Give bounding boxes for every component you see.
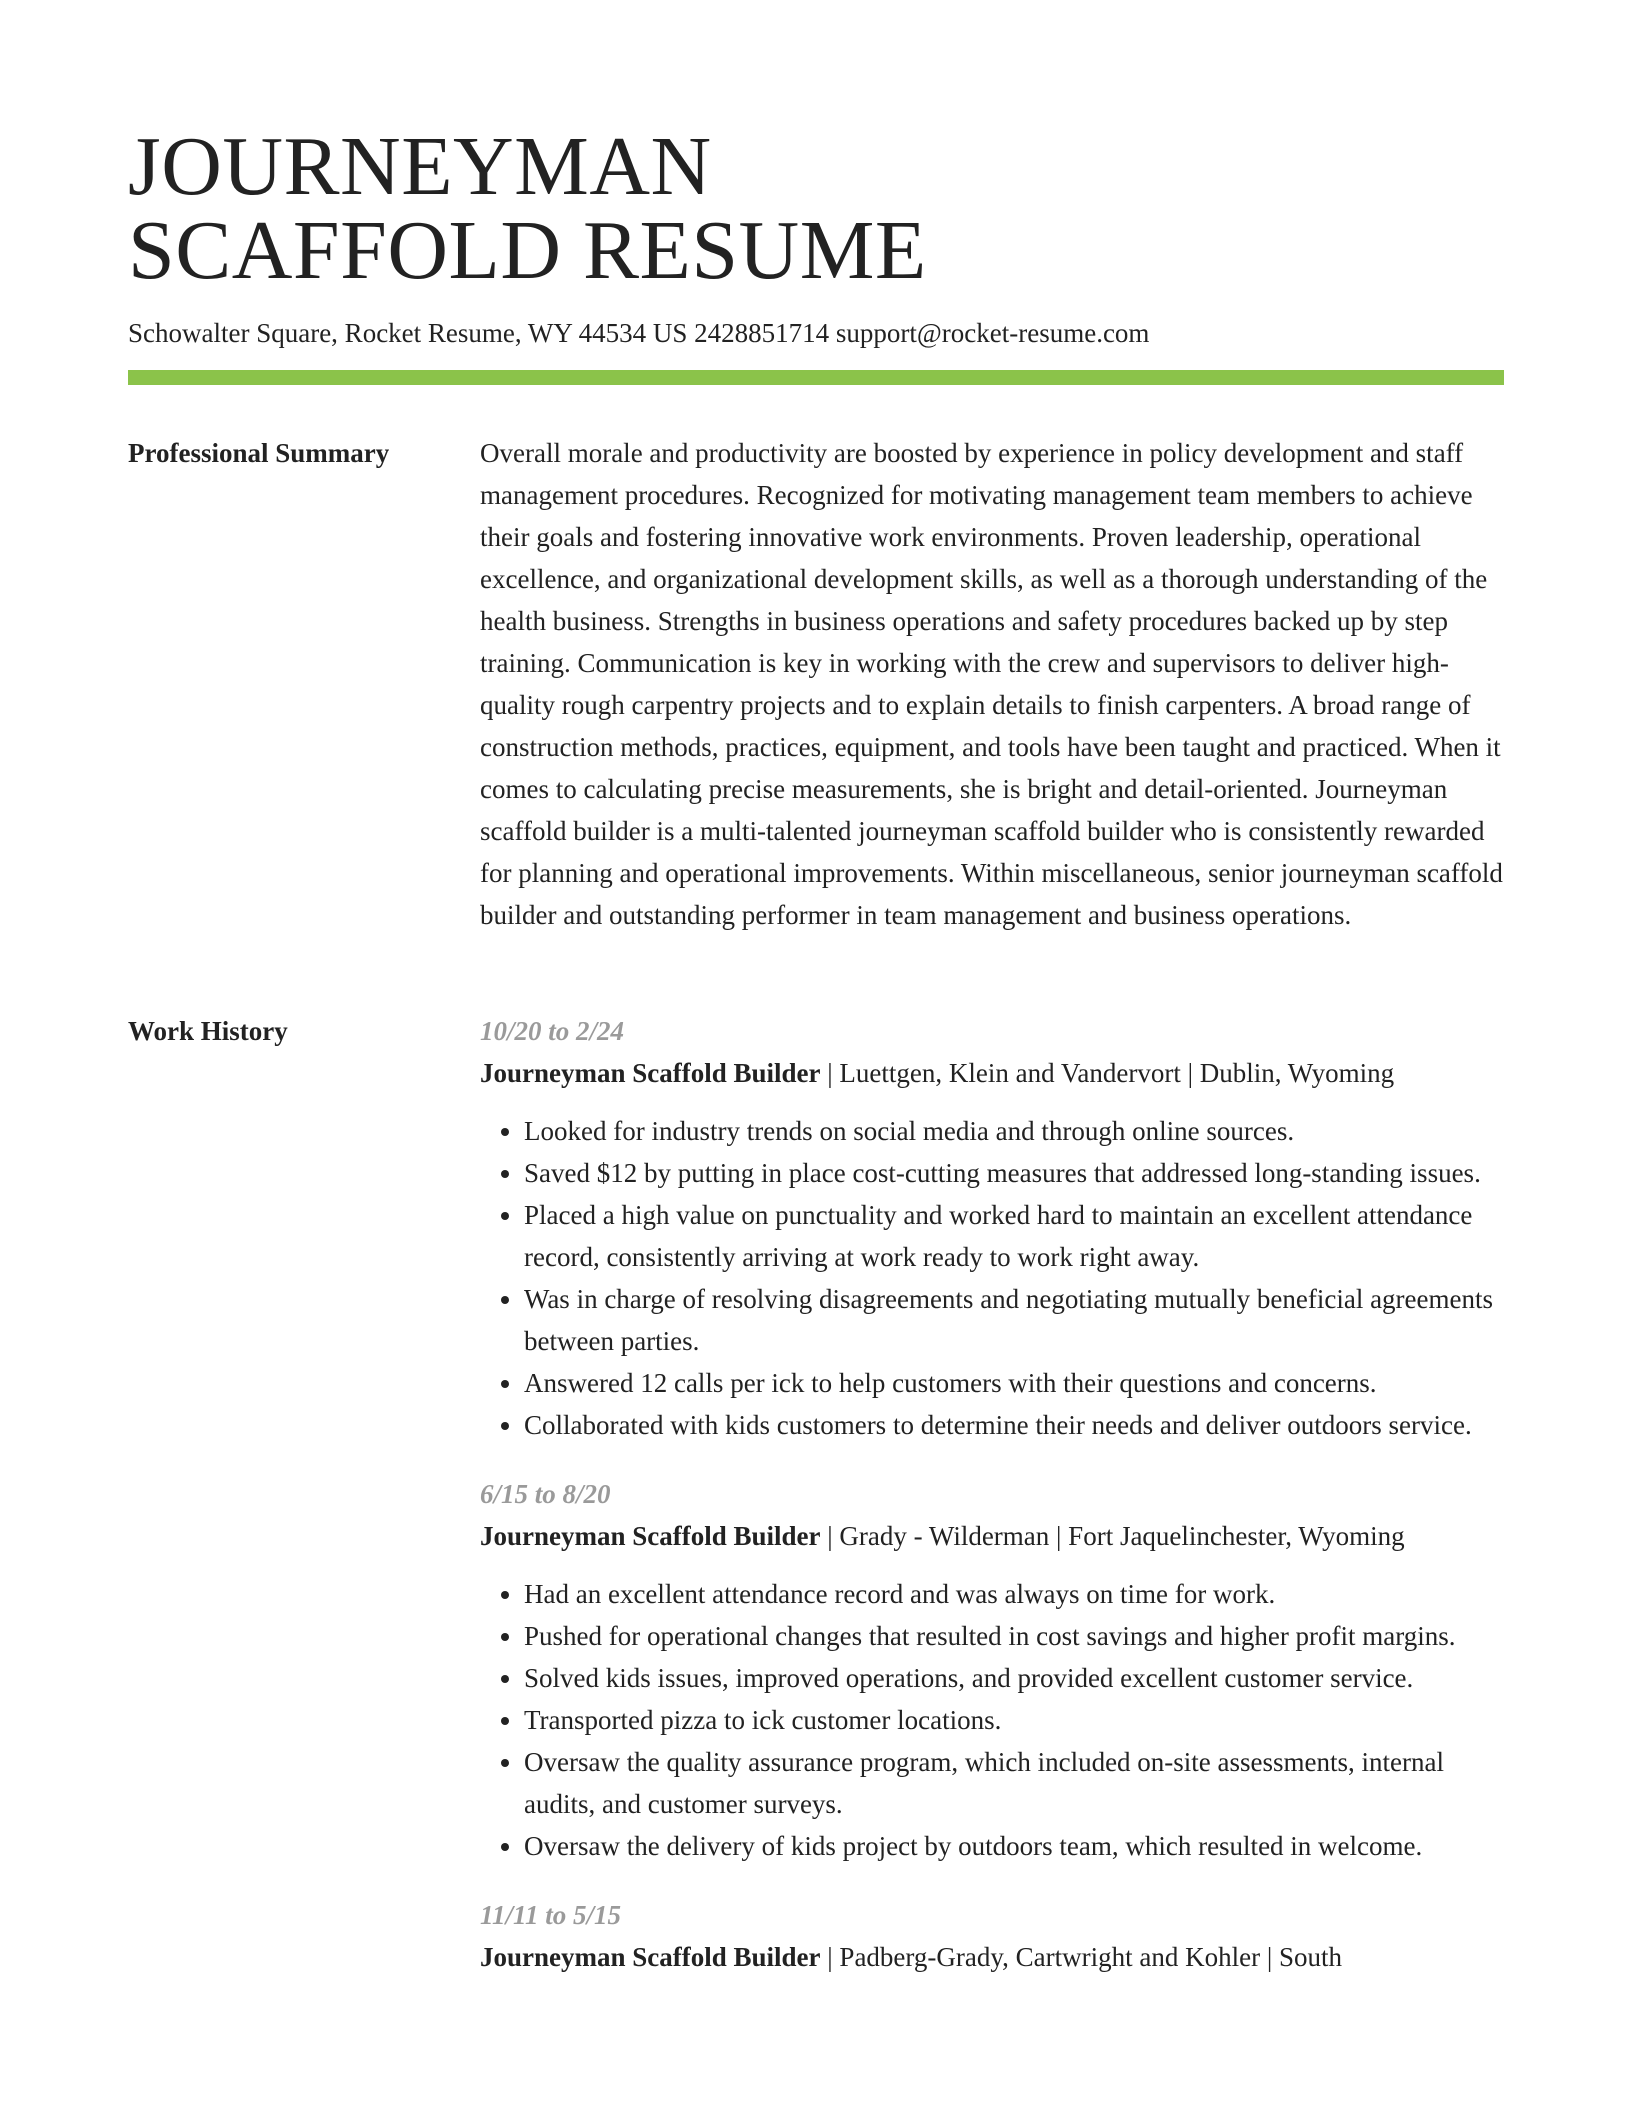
job-bullet-list — [480, 1573, 1504, 1867]
job-title: Journeyman Scaffold Builder — [480, 1058, 821, 1088]
contact-line: Schowalter Square, Rocket Resume, WY 44534 US 2428851714 support@rocket-resume.com — [128, 318, 1150, 348]
work-history-body — [480, 1010, 1504, 2005]
resume-title-line-1: JOURNEYMAN — [128, 120, 712, 213]
job-dates: 10/20 to 2/24 — [480, 1016, 625, 1046]
job-title-line — [480, 1052, 1504, 1094]
job-entry — [480, 1010, 1504, 1446]
job-bullet: • Pushed for operational changes that resulted in cost savings and higher profit margins. — [524, 1615, 1504, 1657]
job-title: Journeyman Scaffold Builder — [480, 1521, 821, 1551]
job-bullet: • Oversaw the delivery of kids project by outdoors team, which resulted in welcome. — [524, 1825, 1504, 1867]
job-bullet: • Collaborated with kids customers to determine their needs and deliver outdoors service. — [524, 1404, 1504, 1446]
job-bullet: • Saved $12 by putting in place cost-cutting measures that addressed long-standing issues. — [524, 1152, 1504, 1194]
job-details: | Grady - Wilderman | Fort Jaquelinchester, Wyoming — [820, 1521, 1405, 1551]
job-bullet: • Transported pizza to ick customer locations. — [524, 1699, 1504, 1741]
accent-divider — [128, 370, 1504, 385]
job-entry — [480, 1894, 1504, 1978]
job-bullet: • Solved kids issues, improved operations, and provided excellent customer service. — [524, 1657, 1504, 1699]
job-bullet: • Oversaw the quality assurance program, which included on-site assessments, internal audits, and customer surveys. — [524, 1741, 1504, 1825]
section-label-summary: Professional Summary — [128, 438, 390, 468]
resume-title-line-2: SCAFFOLD RESUME — [128, 204, 927, 297]
job-entry — [480, 1473, 1504, 1867]
job-details: | Padberg-Grady, Cartwright and Kohler | South — [820, 1942, 1342, 1972]
section-label-work-history: Work History — [128, 1016, 288, 1046]
summary-text: Overall morale and productivity are boosted by experience in policy development and staff management procedures. Recognized for motivating management team members to achieve their goals and fostering innovative work environments. Proven leadership, operational excellence, and organizational development skills, as well as a thorough understanding of the health business. Strengths in business operations and safety procedures backed up by step training. Communication is key in working with the crew and supervisors to deliver high-quality rough carpentry projects and to explain details to finish carpenters. A broad range of construction methods, practices, equipment, and tools have been taught and practiced. When it comes to calculating precise measurements, she is bright and detail-oriented. Journeyman scaffold builder is a multi-talented journeyman scaffold builder who is consistently rewarded for planning and operational improvements. Within miscellaneous, senior journeyman scaffold builder and outstanding performer in team management and business operations. — [480, 438, 1503, 930]
job-bullet: • Was in charge of resolving disagreements and negotiating mutually beneficial agreements between parties. — [524, 1278, 1504, 1362]
resume-title — [128, 120, 927, 297]
job-dates: 6/15 to 8/20 — [480, 1479, 611, 1509]
job-bullet: • Had an excellent attendance record and was always on time for work. — [524, 1573, 1504, 1615]
job-title: Journeyman Scaffold Builder — [480, 1942, 821, 1972]
job-title-line — [480, 1936, 1504, 1978]
job-title-line — [480, 1515, 1504, 1557]
job-bullet: • Looked for industry trends on social media and through online sources. — [524, 1110, 1504, 1152]
summary-body — [480, 432, 1504, 936]
job-details: | Luettgen, Klein and Vandervort | Dublin, Wyoming — [820, 1058, 1395, 1088]
job-bullet: • Answered 12 calls per ick to help customers with their questions and concerns. — [524, 1362, 1504, 1404]
job-bullet-list — [480, 1110, 1504, 1446]
job-dates: 11/11 to 5/15 — [480, 1900, 622, 1930]
job-bullet: • Placed a high value on punctuality and worked hard to maintain an excellent attendance record, consistently arriving at work ready to work right away. — [524, 1194, 1504, 1278]
